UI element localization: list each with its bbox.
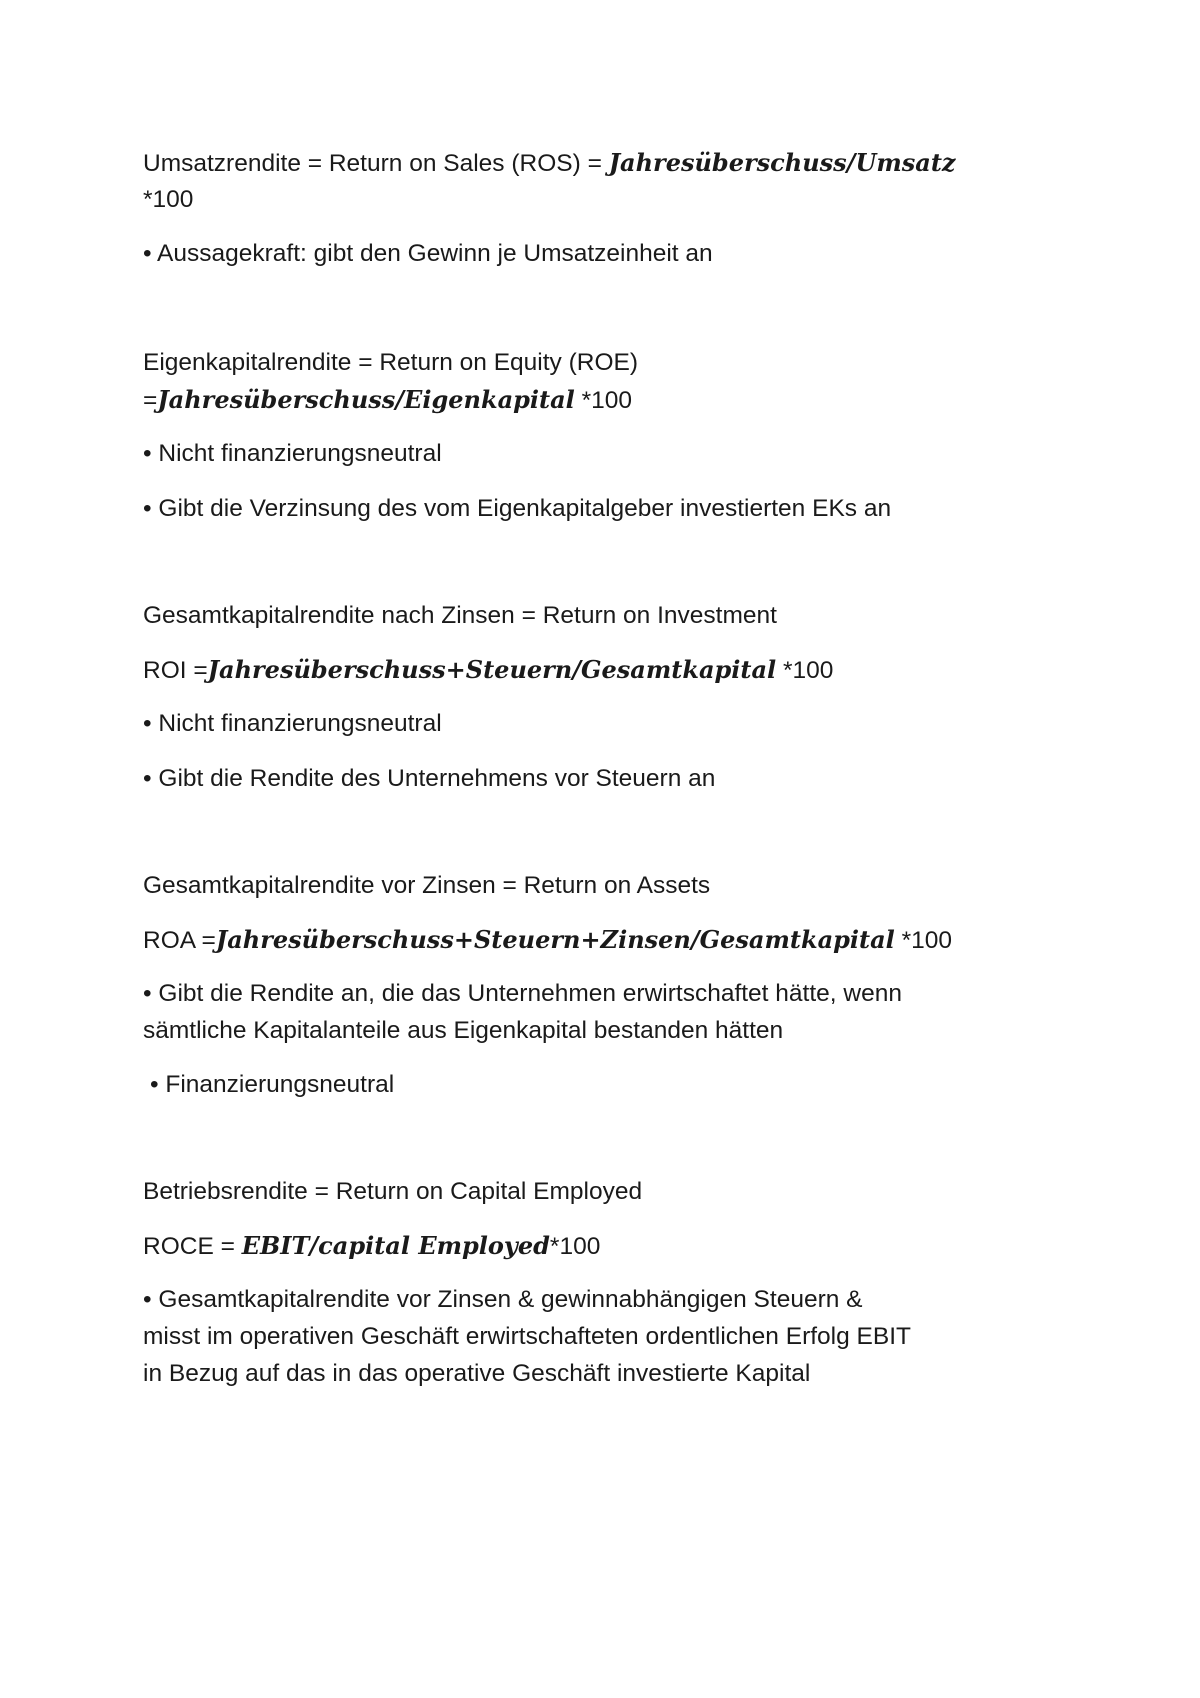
- roe-formula-line: [143, 382, 632, 419]
- roa-formula-suffix: *100: [894, 927, 952, 954]
- ros-heading: [143, 145, 956, 182]
- ros-formula-suffix: *100: [143, 186, 194, 213]
- ros-bullet-1: • Aussagekraft: gibt den Gewinn je Umsatzeinheit an: [143, 240, 713, 267]
- roa-formula: Jahresüberschuss+Steuern+Zinsen/Gesamtkapital: [215, 925, 895, 954]
- roe-bullet-1: • Nicht finanzierungsneutral: [143, 440, 442, 467]
- roi-heading: Gesamtkapitalrendite nach Zinsen = Return on Investment: [143, 602, 777, 629]
- roi-formula-suffix: *100: [776, 657, 834, 684]
- roa-formula-prefix: ROA =: [143, 927, 216, 954]
- roa-bullet-2: • Finanzierungsneutral: [150, 1071, 395, 1098]
- roce-formula-line: [143, 1228, 600, 1265]
- roe-bullet-2: • Gibt die Verzinsung des vom Eigenkapitalgeber investierten EKs an: [143, 495, 892, 522]
- roce-formula-suffix: *100: [549, 1233, 601, 1260]
- roce-formula: EBIT/capital Employed: [241, 1231, 550, 1260]
- roe-formula-prefix: =: [143, 387, 158, 414]
- roi-bullet-2: • Gibt die Rendite des Unternehmens vor Steuern an: [143, 765, 716, 792]
- roi-formula-line: [143, 652, 833, 689]
- roe-formula: Jahresüberschuss/Eigenkapital: [157, 385, 575, 414]
- roa-bullet-1-continued: sämtliche Kapitalanteile aus Eigenkapital bestanden hätten: [143, 1017, 784, 1044]
- ros-formula: Jahresüberschuss/Umsatz: [608, 148, 956, 177]
- roce-formula-prefix: ROCE =: [143, 1233, 242, 1260]
- roi-formula: Jahresüberschuss+Steuern/Gesamtkapital: [207, 655, 777, 684]
- roe-heading: Eigenkapitalrendite = Return on Equity (ROE): [143, 349, 639, 376]
- roa-heading: Gesamtkapitalrendite vor Zinsen = Return on Assets: [143, 872, 711, 899]
- roce-bullet-1-continued-2: in Bezug auf das in das operative Geschäft investierte Kapital: [143, 1360, 811, 1387]
- roce-bullet-1-continued-1: misst im operativen Geschäft erwirtschafteten ordentlichen Erfolg EBIT: [143, 1323, 911, 1350]
- roce-heading: Betriebsrendite = Return on Capital Employed: [143, 1178, 643, 1205]
- roi-formula-prefix: ROI =: [143, 657, 208, 684]
- roa-bullet-1: • Gibt die Rendite an, die das Unternehmen erwirtschaftet hätte, wenn: [143, 980, 902, 1007]
- roi-bullet-1: • Nicht finanzierungsneutral: [143, 710, 442, 737]
- roe-formula-suffix: *100: [574, 387, 633, 414]
- ros-heading-text: Umsatzrendite = Return on Sales (ROS) =: [143, 150, 602, 177]
- roce-bullet-1: • Gesamtkapitalrendite vor Zinsen & gewinnabhängigen Steuern &: [143, 1286, 863, 1313]
- roa-formula-line: [143, 922, 952, 959]
